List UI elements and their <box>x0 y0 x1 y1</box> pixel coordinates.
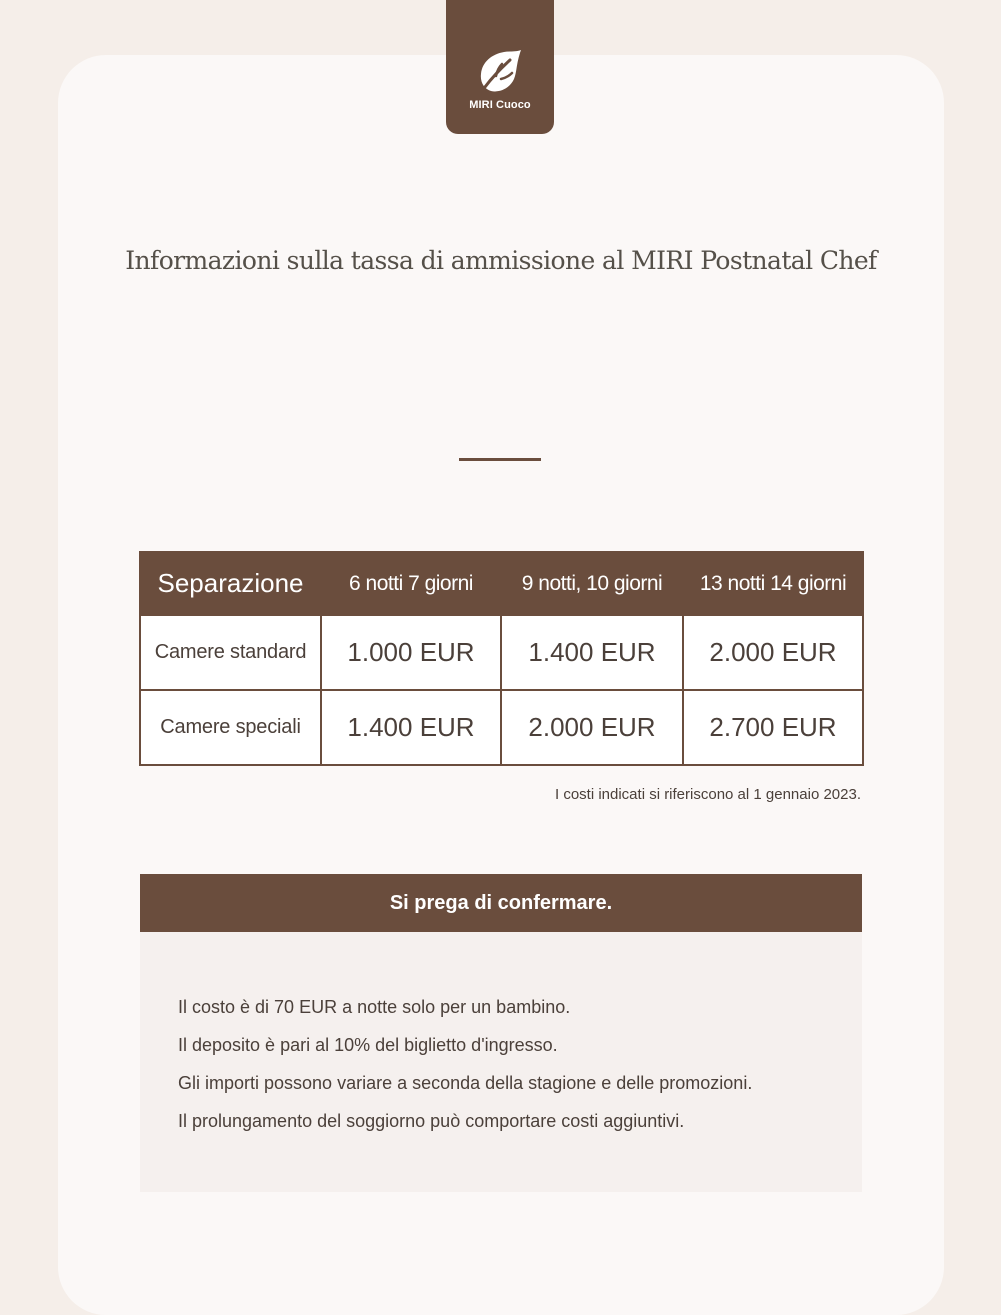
list-item: Il deposito è pari al 10% del biglietto d'ingresso. <box>178 1035 558 1055</box>
price-cell: 2.000 EUR <box>501 690 683 765</box>
row-label: Camere speciali <box>140 690 321 765</box>
table-header-cell: Separazione <box>140 552 321 615</box>
list-item: Gli importi possono variare a seconda della stagione e delle promozioni. <box>178 1073 753 1093</box>
price-cell: 2.000 EUR <box>683 615 863 690</box>
table-row <box>140 690 863 765</box>
price-cell: 1.000 EUR <box>321 615 501 690</box>
confirm-list <box>178 988 824 1140</box>
confirm-heading: Si prega di confermare. <box>140 874 862 932</box>
leaf-icon <box>476 46 524 94</box>
table-header-cell: 6 notti 7 giorni <box>321 552 501 615</box>
title-divider <box>459 458 541 461</box>
table-header-row <box>140 552 863 615</box>
list-item: Il costo è di 70 EUR a notte solo per un bambino. <box>178 997 571 1017</box>
price-cell: 1.400 EUR <box>501 615 683 690</box>
brand-logo[interactable] <box>446 0 554 134</box>
price-table <box>139 551 864 766</box>
confirm-box <box>140 932 862 1192</box>
price-note: I costi indicati si riferiscono al 1 gennaio 2023. <box>554 786 861 803</box>
table-row <box>140 615 863 690</box>
page-title: Informazioni sulla tassa di ammissione al MIRI Postnatal Chef <box>125 246 877 275</box>
price-cell: 1.400 EUR <box>321 690 501 765</box>
list-item: Il prolungamento del soggiorno può comportare costi aggiuntivi. <box>178 1111 685 1131</box>
table-header-cell: 9 notti, 10 giorni <box>501 552 683 615</box>
brand-name: MIRI Cuoco <box>469 99 531 111</box>
price-cell: 2.700 EUR <box>683 690 863 765</box>
row-label: Camere standard <box>140 615 321 690</box>
table-header-cell: 13 notti 14 giorni <box>683 552 863 615</box>
